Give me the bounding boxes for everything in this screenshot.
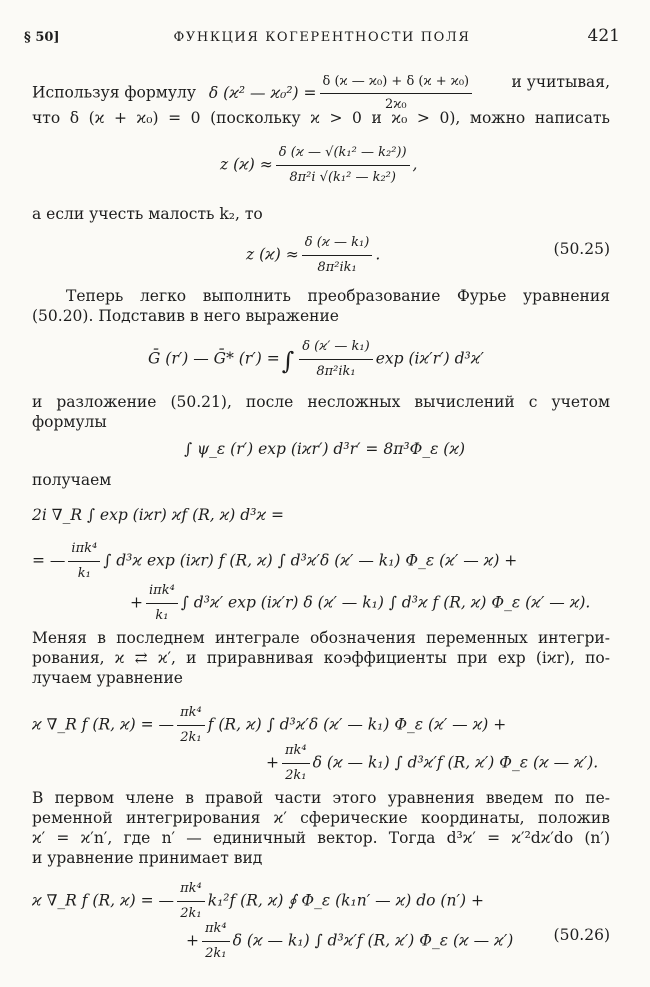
fraction: $\frac{\text{δ (ϰ — √(k₁² — k₂²))}}{\text{8π²i √(k₁² — k₂²)}}$ xyxy=(276,142,410,189)
text-line: лучаем уравнение xyxy=(32,669,183,687)
fraction: $\frac{\text{πk⁴}}{\text{2k₁}}$ xyxy=(202,918,230,965)
text-line: Теперь легко выполнить преобразование Фурье уравнения xyxy=(66,287,610,305)
equation: Ḡ (r′) — Ḡ* (r′) =∫ $\frac{\text{δ (ϰ′ — k₁)}}{\text{8π²ik₁}}$ exp (iϰ′r′) d³ϰ′ xyxy=(148,336,484,383)
page-header xyxy=(24,26,620,54)
page-number: 421 xyxy=(587,26,620,46)
fraction: $\frac{\text{iπk⁴}}{\text{k₁}}$ xyxy=(68,538,100,585)
equation: + $\frac{\text{πk⁴}}{\text{2k₁}}$ δ (ϰ — k₁) ∫ d³ϰ′f (R, ϰ′) Φ_ε (ϰ — ϰ′) xyxy=(186,918,513,965)
text-line: что δ (ϰ + ϰ₀) = 0 (поскольку ϰ > 0 и ϰ₀ > 0), можно написать xyxy=(32,109,610,127)
text-line: и разложение (50.21), после несложных вычислений с учетом xyxy=(32,393,610,411)
text-line: ременной интегрирования ϰ′ сферические координаты, положив xyxy=(32,809,610,827)
text-line: Меняя в последнем интеграле обозначения переменных интегри- xyxy=(32,629,610,647)
running-title: ФУНКЦИЯ КОГЕРЕНТНОСТИ ПОЛЯ xyxy=(173,30,471,45)
equation: 2i ∇_R ∫ exp (iϰr) ϰf (R, ϰ) d³ϰ = xyxy=(32,506,284,524)
section-number: § 50] xyxy=(24,30,60,45)
fraction: $\frac{\text{δ (ϰ — ϰ₀) + δ (ϰ + ϰ₀)}}{\text{2ϰ₀}}$ xyxy=(320,72,473,115)
equation: + $\frac{\text{πk⁴}}{\text{2k₁}}$ δ (ϰ — k₁) ∫ d³ϰ′f (R, ϰ′) Φ_ε (ϰ — ϰ′). xyxy=(266,740,598,787)
inline-formula: δ (ϰ² — ϰ₀²) = xyxy=(208,83,317,102)
fraction: $\frac{\text{δ (ϰ′ — k₁)}}{\text{8π²ik₁}}$ xyxy=(299,336,373,383)
fraction: $\frac{\text{πk⁴}}{\text{2k₁}}$ xyxy=(177,878,205,925)
equation: ϰ ∇_R f (R, ϰ) = — $\frac{\text{πk⁴}}{\text{2k₁}}$ f (R, ϰ) ∫ d³ϰ′δ (ϰ′ — k₁) Φ_ε (ϰ′ — ϰ) + xyxy=(32,702,506,749)
text-line: В первом члене в правой части этого уравнения введем по пе- xyxy=(32,789,610,807)
text-line: Используя формулу δ (ϰ² — ϰ₀²) = $\frac{\text{δ (ϰ — ϰ₀) + δ (ϰ + ϰ₀)}}{\text{2ϰ₀}}$ и учитывая, xyxy=(32,72,610,115)
equation-number: (50.26) xyxy=(553,926,610,944)
fraction: $\frac{\text{πk⁴}}{\text{2k₁}}$ xyxy=(282,740,310,787)
equation: ∫ ψ_ε (r′) exp (iϰr′) d³r′ = 8π³Φ_ε (ϰ) xyxy=(184,440,466,458)
text-line: (50.20). Подставив в него выражение xyxy=(32,307,339,325)
text-line: получаем xyxy=(32,471,112,489)
text-line: и уравнение принимает вид xyxy=(32,849,263,867)
text-line: а если учесть малость k₂, то xyxy=(32,205,263,223)
equation: z (ϰ) ≈ $\frac{\text{δ (ϰ — √(k₁² — k₂²))}}{\text{8π²i √(k₁² — k₂²)}}$ , xyxy=(220,142,417,189)
equation: ϰ ∇_R f (R, ϰ) = — $\frac{\text{πk⁴}}{\text{2k₁}}$ k₁²f (R, ϰ) ∮ Φ_ε (k₁n′ — ϰ) do (n′) + xyxy=(32,878,484,925)
equation: + $\frac{\text{iπk⁴}}{\text{k₁}}$ ∫ d³ϰ′ exp (iϰ′r) δ (ϰ′ — k₁) ∫ d³ϰ f (R, ϰ) Φ_ε (ϰ′ — ϰ). xyxy=(130,580,590,627)
equation-number: (50.25) xyxy=(553,240,610,258)
text-line: формулы xyxy=(32,413,107,431)
equation: = — $\frac{\text{iπk⁴}}{\text{k₁}}$ ∫ d³ϰ exp (iϰr) f (R, ϰ) ∫ d³ϰ′δ (ϰ′ — k₁) Φ_ε (ϰ′ — ϰ) + xyxy=(32,538,517,585)
fraction: $\frac{\text{iπk⁴}}{\text{k₁}}$ xyxy=(146,580,178,627)
text-line: рования, ϰ ⇄ ϰ′, и приравнивая коэффициенты при exp (iϰr), по- xyxy=(32,649,610,667)
equation: z (ϰ) ≈ $\frac{\text{δ (ϰ — k₁)}}{\text{8π²ik₁}}$ . xyxy=(246,232,380,279)
fraction: $\frac{\text{πk⁴}}{\text{2k₁}}$ xyxy=(177,702,205,749)
fraction: $\frac{\text{δ (ϰ — k₁)}}{\text{8π²ik₁}}$ xyxy=(302,232,373,279)
text-line: ϰ′ = ϰ′n′, где n′ — единичный вектор. Тогда d³ϰ′ = ϰ′²dϰ′do (n′) xyxy=(32,829,610,847)
